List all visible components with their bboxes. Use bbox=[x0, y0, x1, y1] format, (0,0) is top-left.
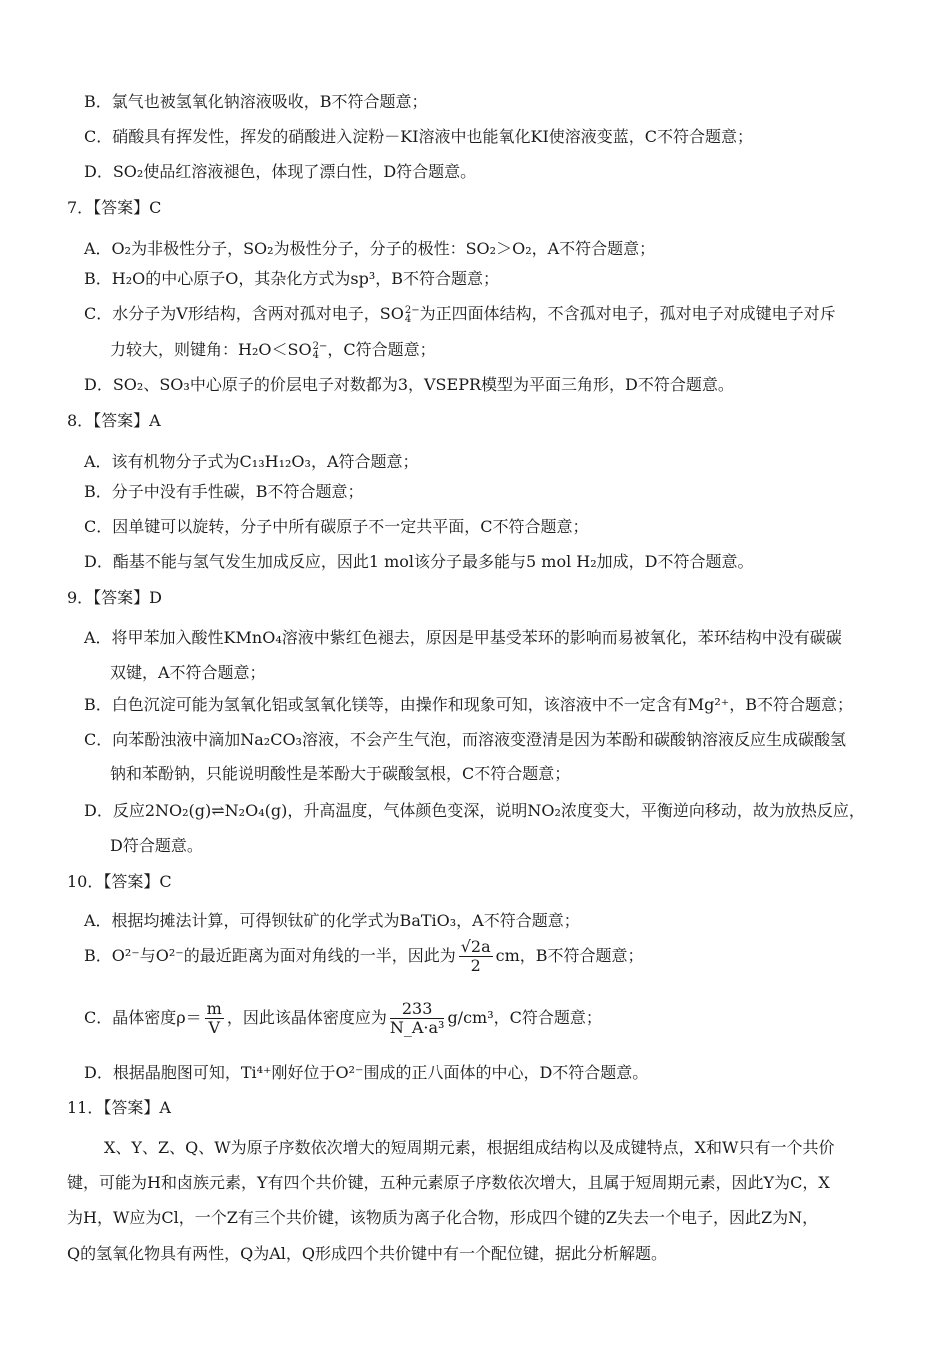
text-segment: cm，B不符合题意； bbox=[495, 946, 644, 965]
answer-line-6c: C．硝酸具有挥发性，挥发的硝酸进入淀粉－KI溶液中也能氧化KI使溶液变蓝，C不符合题意； bbox=[84, 127, 754, 146]
text-segment: C．晶体密度ρ＝ bbox=[84, 1008, 202, 1027]
answer-line-7d: D．SO₂、SO₃中心原子的价层电子对数都为3，VSEPR模型为平面三角形，D不符合题意。 bbox=[84, 375, 734, 394]
answer-heading-7: 7．【答案】C bbox=[67, 198, 162, 217]
answer-line-10d: D．根据晶胞图可知，Ti⁴⁺刚好位于O²⁻围成的正八面体的中心，D不符合题意。 bbox=[84, 1063, 649, 1082]
answer-line-8b: B．分子中没有手性碳，B不符合题意； bbox=[84, 482, 364, 501]
answer-line-8d: D．酯基不能与氢气发生加成反应，因此1 mol该分子最多能与5 mol H₂加成，D不符合题意。 bbox=[84, 552, 754, 571]
answer-line-9a-2: 双键，A不符合题意； bbox=[110, 663, 266, 682]
answer-line-10a: A．根据均摊法计算，可得钡钛矿的化学式为BaTiO₃，A不符合题意； bbox=[84, 911, 580, 930]
answer-heading-11: 11．【答案】A bbox=[67, 1098, 171, 1117]
sulfate-charge: 2− 4 bbox=[312, 340, 328, 361]
answer-heading-9: 9．【答案】D bbox=[67, 588, 163, 607]
text-segment: B．O²⁻与O²⁻的最近距离为面对角线的一半，因此为 bbox=[84, 946, 456, 965]
answer-line-7c-2 bbox=[110, 339, 436, 361]
answer-line-7a: A．O₂为非极性分子，SO₂为极性分子，分子的极性：SO₂＞O₂，A不符合题意； bbox=[84, 239, 656, 258]
explanation-line-4: Q的氢氧化物具有两性，Q为Al，Q形成四个共价键中有一个配位键，据此分析解题。 bbox=[67, 1244, 668, 1263]
answer-line-6d: D．SO₂使品红溶液褪色，体现了漂白性，D符合题意。 bbox=[84, 162, 477, 181]
text-segment: ，因此该晶体密度应为 bbox=[226, 1008, 387, 1027]
answer-line-10b bbox=[84, 938, 644, 975]
answer-heading-10: 10．【答案】C bbox=[67, 872, 172, 891]
sulfate-charge: 2− 4 bbox=[404, 304, 420, 325]
answer-line-6b: B．氯气也被氢氧化钠溶液吸收，B不符合题意； bbox=[84, 92, 428, 111]
answer-line-7c-1 bbox=[84, 303, 836, 325]
answer-line-9b: B．白色沉淀可能为氢氧化铝或氢氧化镁等，由操作和现象可知，该溶液中不一定含有Mg²⁺，B不符合题意； bbox=[84, 695, 854, 714]
fraction-distance: $\frac{√2a}{2}$ bbox=[460, 937, 491, 975]
answer-line-9d-1: D．反应2NO₂(g)⇌N₂O₄(g)，升高温度，气体颜色变深，说明NO₂浓度变大，平衡逆向移动，故为放热反应， bbox=[84, 801, 865, 820]
answer-heading-8: 8．【答案】A bbox=[67, 411, 161, 430]
text-segment: 力较大，则键角：H₂O＜SO bbox=[110, 340, 312, 359]
text-segment: g/cm³，C符合题意； bbox=[447, 1008, 602, 1027]
answer-line-8a: A．该有机物分子式为C₁₃H₁₂O₃，A符合题意； bbox=[84, 452, 419, 471]
fraction-density-formula: $\frac{m}{V}$ bbox=[206, 999, 222, 1037]
answer-line-9a-1: A．将甲苯加入酸性KMnO₄溶液中紫红色褪去，原因是甲基受苯环的影响而易被氧化，苯环结构中没有碳碳 bbox=[84, 628, 842, 647]
text-segment: ，C符合题意； bbox=[327, 340, 436, 359]
explanation-line-1: X、Y、Z、Q、W为原子序数依次增大的短周期元素，根据组成结构以及成键特点，X和W只有一个共价 bbox=[104, 1138, 835, 1157]
text-segment: 为正四面体结构，不含孤对电子，孤对电子对成键电子对斥 bbox=[419, 304, 836, 323]
fraction-density-value: $\frac{233}{\text{N\_A·a³}}$ bbox=[389, 999, 445, 1037]
explanation-line-2: 键，可能为H和卤族元素，Y有四个共价键，五种元素原子序数依次增大，且属于短周期元素，因此Y为C，X bbox=[67, 1173, 830, 1192]
explanation-line-3: 为H，W应为Cl，一个Z有三个共价键，该物质为离子化合物，形成四个键的Z失去一个电子，因此Z为N， bbox=[67, 1208, 819, 1227]
answer-line-9c-1: C．向苯酚浊液中滴加Na₂CO₃溶液，不会产生气泡，而溶液变澄清是因为苯酚和碳酸钠溶液反应生成碳酸氢 bbox=[84, 730, 846, 749]
answer-line-7b: B．H₂O的中心原子O，其杂化方式为sp³，B不符合题意； bbox=[84, 269, 499, 288]
answer-line-9c-2: 钠和苯酚钠，只能说明酸性是苯酚大于碳酸氢根，C不符合题意； bbox=[110, 764, 571, 783]
answer-line-8c: C．因单键可以旋转，分子中所有碳原子不一定共平面，C不符合题意； bbox=[84, 517, 589, 536]
answer-line-9d-2: D符合题意。 bbox=[110, 836, 203, 855]
text-segment: C．水分子为V形结构，含两对孤对电子，SO bbox=[84, 304, 404, 323]
answer-line-10c bbox=[84, 1000, 602, 1037]
